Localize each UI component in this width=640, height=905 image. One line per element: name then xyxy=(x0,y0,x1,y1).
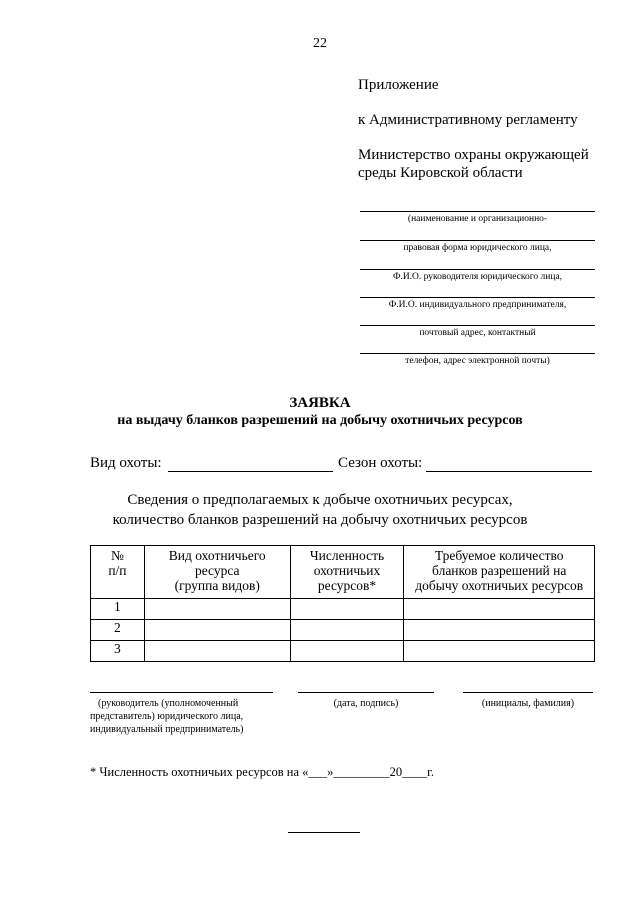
permits-cell[interactable] xyxy=(404,641,595,662)
population-cell[interactable] xyxy=(290,620,404,641)
appendix-ministry-line1: Министерство охраны окружающей xyxy=(358,147,589,163)
resources-table xyxy=(90,545,595,662)
signature-line-representative[interactable] xyxy=(90,692,273,693)
appendix-ministry-line2: среды Кировской области xyxy=(358,165,523,181)
appendix-label: Приложение xyxy=(358,77,439,93)
applicant-caption: Ф.И.О. индивидуального предпринимателя, xyxy=(388,300,567,310)
signature-caption-date: (дата, подпись) xyxy=(333,698,399,709)
population-cell[interactable] xyxy=(290,599,404,620)
permits-cell[interactable] xyxy=(404,599,595,620)
hunt-season-label: Сезон охоты: xyxy=(338,455,423,471)
applicant-line xyxy=(360,325,595,326)
applicant-caption: Ф.И.О. руководителя юридического лица, xyxy=(392,272,563,282)
footnote: * Численность охотничьих ресурсов на «___»_________20____г. xyxy=(90,765,435,779)
table-row xyxy=(91,641,595,662)
col-header-resource-type: Вид охотничьего ресурса (группа видов) xyxy=(144,546,290,599)
table-header-row xyxy=(91,546,595,599)
applicant-line xyxy=(360,240,595,241)
intro-text xyxy=(0,490,640,530)
permits-cell[interactable] xyxy=(404,620,595,641)
table-row xyxy=(91,620,595,641)
col-header-permits-required: Требуемое количество бланков разрешений на добычу охотничьих ресурсов xyxy=(404,546,595,599)
page-number: 22 xyxy=(313,36,327,51)
intro-line1: Сведения о предполагаемых к добыче охотничьих ресурсах, xyxy=(127,492,513,508)
row-number: 2 xyxy=(91,620,145,641)
hunt-type-field[interactable] xyxy=(168,471,333,472)
resource-type-cell[interactable] xyxy=(144,620,290,641)
hunt-season-field[interactable] xyxy=(426,471,592,472)
applicant-line xyxy=(360,297,595,298)
applicant-caption: телефон, адрес электронной почты) xyxy=(405,356,550,366)
appendix-reglament: к Административному регламенту xyxy=(358,112,578,128)
applicant-line xyxy=(360,353,595,354)
col-header-number: № п/п xyxy=(91,546,145,599)
row-number: 3 xyxy=(91,641,145,662)
intro-line2: количество бланков разрешений на добычу охотничьих ресурсов xyxy=(112,512,528,528)
signature-line-date[interactable] xyxy=(298,692,434,693)
hunt-type-label: Вид охоты: xyxy=(90,455,162,471)
population-cell[interactable] xyxy=(290,641,404,662)
document-subtitle: на выдачу бланков разрешений на добычу охотничьих ресурсов xyxy=(117,413,523,428)
end-divider xyxy=(288,832,360,833)
signature-caption-representative: (руководитель (уполномоченный представитель) юридического лица, индивидуальный предприниматель) xyxy=(90,698,244,735)
resource-type-cell[interactable] xyxy=(144,641,290,662)
applicant-caption: правовая форма юридического лица, xyxy=(403,243,552,253)
applicant-line xyxy=(360,269,595,270)
applicant-caption: (наименование и организационно- xyxy=(407,214,548,224)
applicant-caption: почтовый адрес, контактный xyxy=(419,328,536,338)
applicant-line xyxy=(360,211,595,212)
col-header-population: Численность охотничьих ресурсов* xyxy=(290,546,404,599)
document-title: ЗАЯВКА xyxy=(289,395,351,411)
signature-caption-name: (инициалы, фамилия) xyxy=(481,698,575,709)
signature-line-name[interactable] xyxy=(463,692,593,693)
row-number: 1 xyxy=(91,599,145,620)
resource-type-cell[interactable] xyxy=(144,599,290,620)
table-row xyxy=(91,599,595,620)
